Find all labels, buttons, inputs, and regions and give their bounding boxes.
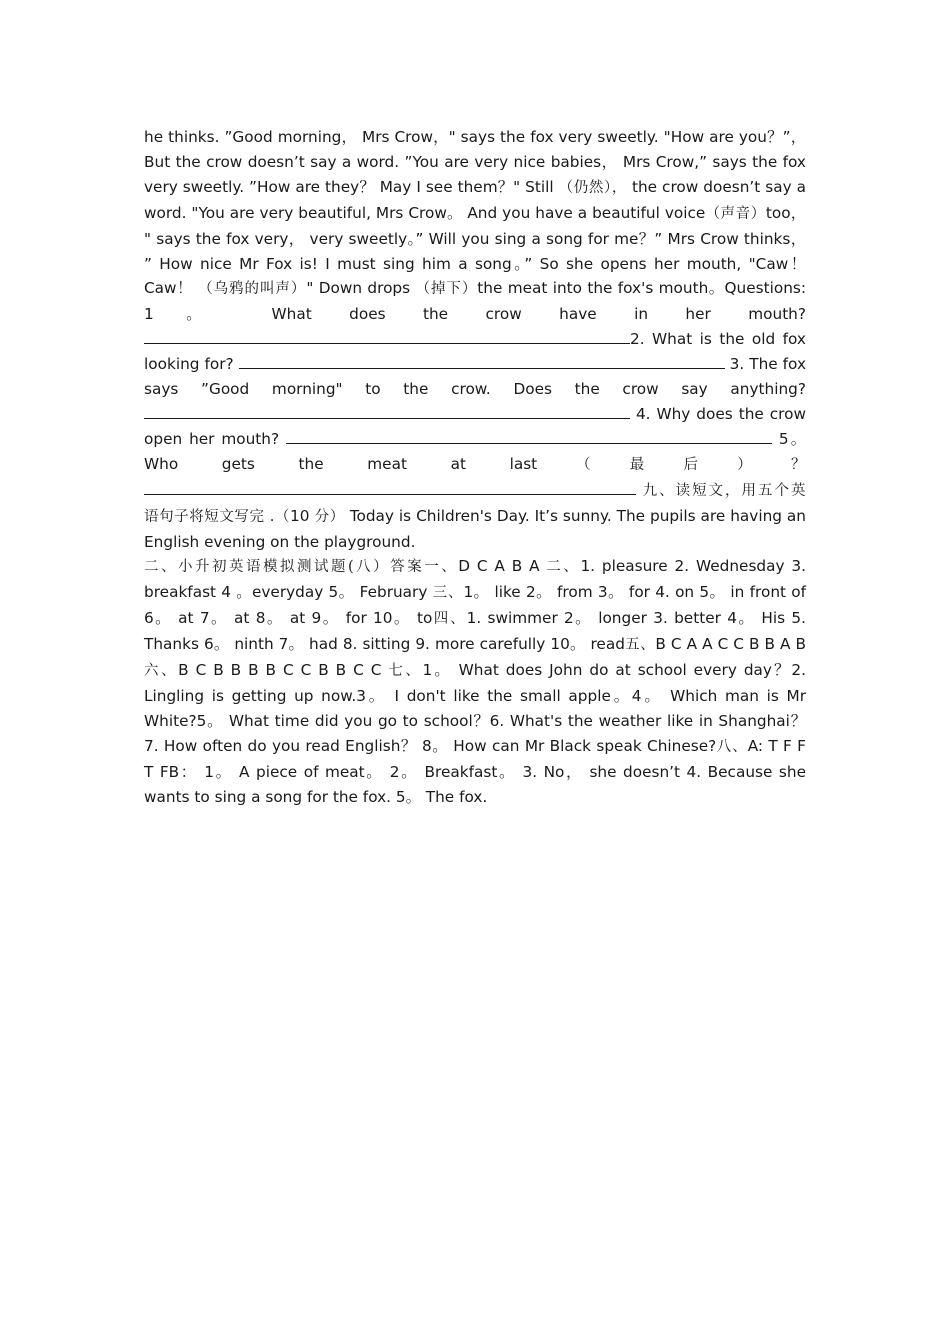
answers-part-5-label: 五、 [624,637,656,654]
answer-key-paragraph [144,554,806,809]
story-text-2: the crow doesn’t say a word. "You are very beautiful, Mrs Crow。 And you have a beautiful voice [144,177,806,222]
section-9-instruction: 九、读短文，用五个英语句子将短文写完 .（ [144,482,806,525]
answers-part-4: 1. swimmer 2。 longer 3. better 4。 His 5. Thanks 6。 ninth 7。 had 8. sitting 9. more carefully 10。 read [144,609,806,654]
answer-blank-5[interactable] [144,479,604,495]
section-9-points: 10 [290,506,310,525]
answer-blank-2[interactable] [239,353,725,369]
question-3: 3. The fox says ”Good morning" to the crow. Does the crow say anything? [144,355,807,399]
story-text-4: " Down drops [306,279,416,298]
answers-part-6: B C B B B B C C B B C C [178,661,389,680]
question-1: the meat into the fox's mouth。Questions: 1。 What does the crow have in her mouth? [144,279,807,324]
gloss-drop: （掉下） [415,281,478,298]
answers-part-2-label: 二、 [546,559,581,576]
answer-blank-1[interactable] [144,328,630,344]
answers-part-1: D C A B A [458,557,547,576]
answers-part-7: 1。 What does John do at school every day？2. Lingling is getting up now.3。 I don't like the small apple。4。 Which man is Mr White?5。 What time did you go to school？6. What's the weather like in Shanghai？ 7. How often do you read English？ 8。 How can Mr Black speak Chinese? [144,661,807,755]
story-text-1: he thinks. ”Good morning， Mrs Crow，" says the fox very sweetly. "How are you？”， But the crow doesn’t say a word. ”You are very nice babies， Mrs Crow,” says the fox very sweetly. ”How are they？ May I see them？" Still [144,128,806,196]
gloss-caw: （乌鸦的叫声） [198,281,307,298]
story-text-3: too， " says the fox very， very sweetly。” Will you sing a song for me？” Mrs Crow thinks， ” How nice Mr Fox is! I must sing him a song。” So she opens her mouth, "Caw！ Caw！ [144,203,807,298]
answer-key-heading: 二、小升初英语模拟测试题(八）答案一、 [144,559,459,576]
answers-part-3: 1。 like 2。 from 3。 for 4. on 5。 in front of 6。 at 7。 at 8。 at 9。 for 10。 to [144,583,807,628]
gloss-at-last: （最后）？ [537,456,806,473]
answers-part-8: A: T F F T FB： 1。 A piece of meat。 2。 Breakfast。 3. No， she doesn’t 4. Because she wants to sing a song for the fox. 5。 The fox. [144,736,806,806]
answer-blank-5-tail[interactable] [604,479,636,495]
gloss-still: （仍然）， [558,179,627,196]
answer-blank-3[interactable] [144,403,630,419]
section-9-passage: Today is Children's Day. It’s sunny. The pupils are having an English evening on the playground. [144,506,807,551]
document-body [144,125,806,809]
answers-part-7-label: 七、 [388,663,423,680]
section-9-points-unit: 分） [309,508,345,525]
answers-part-2: 1. pleasure 2. Wednesday 3. breakfast 4 。everyday 5。 February [144,557,807,602]
question-4: 4. Why does the crow open her mouth? [144,404,806,448]
answers-part-8-label: 八、 [716,738,748,755]
answers-part-5: B C A A C C B B A B [655,635,806,654]
answers-part-4-label: 四、 [432,611,467,628]
story-paragraph [144,125,806,554]
answers-part-3-label: 三、 [432,585,464,602]
gloss-voice: （声音） [705,205,766,222]
question-5: 5。 Who gets the meat at last [144,429,806,473]
question-2: 2. What is the old fox looking for? [144,330,806,374]
answers-part-6-label: 六、 [144,663,179,680]
answer-blank-4[interactable] [286,428,772,444]
